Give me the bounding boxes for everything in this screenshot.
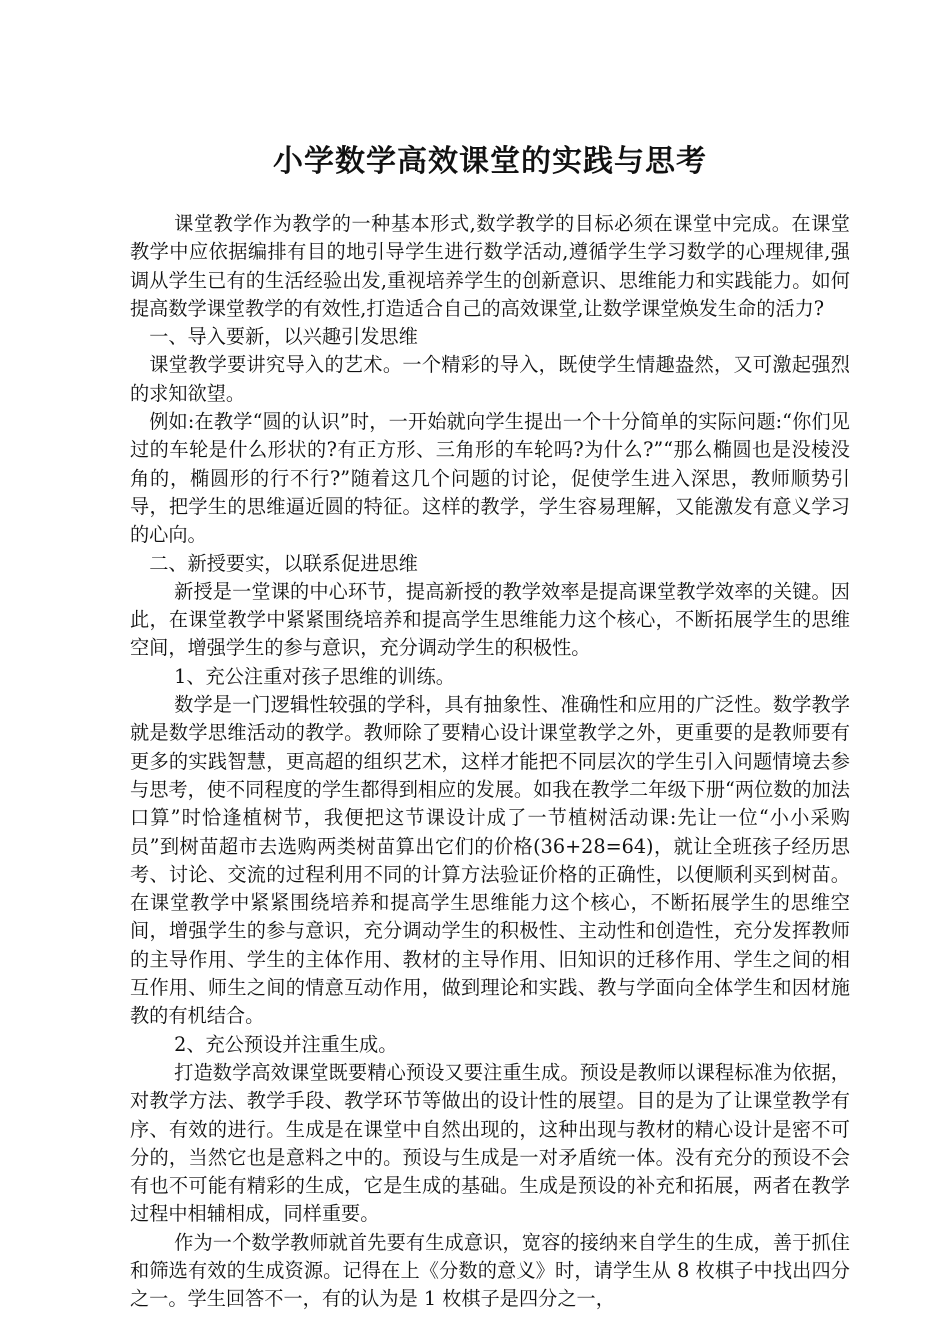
section-heading-2: 二、新授要实，以联系促进思维 [149,551,418,575]
document-title: 小学数学高效课堂的实践与思考 [273,144,707,179]
body-paragraph: 打造数学高效课堂既要精心预设又要注重生成。预设是教师以课程标准为依据，对教学方法、教学手段、教学环节等做出的设计性的展望。目的是为了让课堂教学有序、有效的进行。生成是在课堂中自然出现的，这种出现与教材的精心设计是密不可分的，当然它也是意料之中的。预设与生成是一对矛盾统一体。没有充分的预设不会有也不可能有精彩的生成，它是生成的基础。生成是预设的补充和拓展，两者在教学过程中相辅相成，同样重要。 [130,1060,850,1226]
body-paragraph: 数学是一门逻辑性较强的学科，具有抽象性、准确性和应用的广泛性。数学教学就是数学思维活动的教学。教师除了要精心设计课堂教学之外，更重要的是教师要有更多的实践智慧，更高超的组织艺术，这样才能把不同层次的学生引入问题情境去参与思考，使不同程度的学生都得到相应的发展。如我在教学二年级下册“两位数的加法口算”时恰逢植树节，我便把这节课设计成了一节植树活动课:先让一位“小小采购员”到树苗超市去选购两类树苗算出它们的价格(36+28=64)，就让全班孩子经历思考、讨论、交流的过程利用不同的计算方法验证价格的正确性，以便顺利买到树苗。在课堂教学中紧紧围绕培养和提高学生思维能力这个核心，不断拓展学生的思维空间，增强学生的参与意识，充分调动学生的积极性、主动性和创造性，充分发挥教师的主导作用、学生的主体作用、教材的主导作用、旧知识的迁移作用、学生之间的相互作用、师生之间的情意互动作用，做到理论和实践、教与学面向全体学生和因材施教的有机结合。 [130,693,850,1028]
body-paragraph: 课堂教学要讲究导入的艺术。一个精彩的导入，既使学生情趣盎然，又可激起强烈的求知欲望。 [130,353,850,405]
document-page [130,140,850,1314]
body-paragraph: 作为一个数学教师就首先要有生成意识，宽容的接纳来自学生的生成，善于抓住和筛选有效的生成资源。记得在上《分数的意义》时，请学生从 8 枚棋子中找出四分之一。学生回答不一，有的认为是 1 枚棋子是四分之一， [130,1230,850,1311]
body-paragraph: 例如:在教学“圆的认识”时，一开始就向学生提出一个十分简单的实际问题:“你们见过的车轮是什么形状的?有正方形、三角形的车轮吗?为什么?”“那么椭圆也是没棱没角的，椭圆形的行不行?”随着这几个问题的讨论，促使学生进入深思，教师顺势引导，把学生的思维逼近圆的特征。这样的教学，学生容易理解，又能激发有意义学习的心向。 [130,410,850,547]
intro-paragraph: 课堂教学作为教学的一种基本形式,数学教学的目标必须在课堂中完成。在课堂教学中应依据编排有目的地引导学生进行数学活动,遵循学生学习数学的心理规律,强调从学生已有的生活经验出发,重视培养学生的创新意识、思维能力和实践能力。如何提高数学课堂教学的有效性,打造适合自己的高效课堂,让数学课堂焕发生命的活力? [130,212,850,320]
body-paragraph: 新授是一堂课的中心环节，提高新授的教学效率是提高课堂教学效率的关键。因此，在课堂教学中紧紧围绕培养和提高学生思维能力这个核心，不断拓展学生的思维空间，增强学生的参与意识，充分调动学生的积极性。 [130,579,850,660]
section-heading-1: 一、导入要新，以兴趣引发思维 [149,325,418,349]
subsection-heading-2: 2、充公预设并注重生成。 [174,1032,398,1056]
subsection-heading-1: 1、充公注重对孩子思维的训练。 [174,664,455,688]
